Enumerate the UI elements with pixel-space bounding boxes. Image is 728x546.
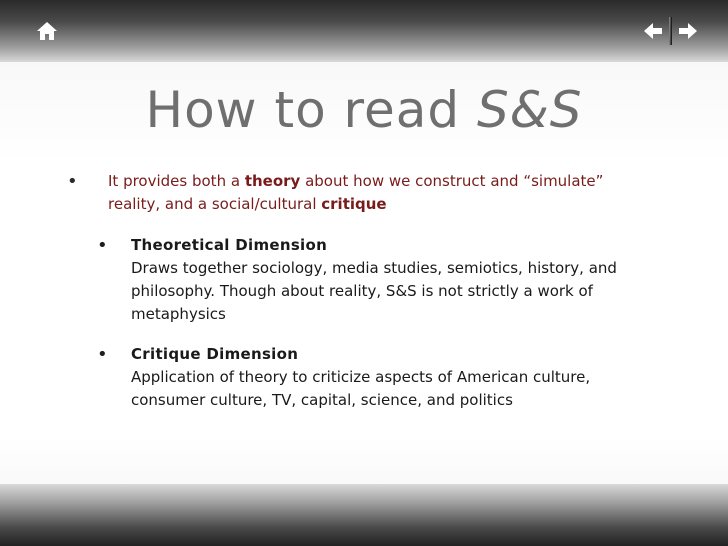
arrow-right-icon <box>678 21 698 41</box>
slide-title <box>0 80 728 140</box>
home-button[interactable] <box>36 20 58 42</box>
sub-bullet-heading: Theoretical Dimension <box>131 236 328 254</box>
bottom-bar <box>0 484 728 546</box>
arrow-left-icon <box>643 21 663 41</box>
bullet-dot: • <box>97 344 108 365</box>
bullet-dot: • <box>67 171 78 192</box>
sub-bullet-body <box>131 234 651 326</box>
main-bullet-text <box>108 170 628 216</box>
slide-navigation <box>643 17 698 45</box>
title-text: How to read <box>145 81 478 139</box>
sub-bullet-text: Application of theory to criticize aspects of American culture, consumer culture, TV, capital, science, and politics <box>131 368 591 409</box>
sub-bullet-heading: Critique Dimension <box>131 345 299 363</box>
previous-slide-button[interactable] <box>643 21 663 41</box>
sub-bullet-text: Draws together sociology, media studies, semiotics, history, and philosophy. Though about reality, S&S is not strictly a work of metaphysics <box>131 259 617 323</box>
bullet-dot: • <box>97 235 108 256</box>
main-text-part: about how we construct and “simulate” reality, and a social/cultural <box>108 172 604 213</box>
home-icon <box>36 20 58 42</box>
emphasis-theory: theory <box>244 172 301 190</box>
top-toolbar <box>0 0 728 62</box>
emphasis-critique: critique <box>321 195 387 213</box>
main-text-part: It provides both a <box>108 172 245 190</box>
title-italic-text: S&S <box>477 81 583 139</box>
next-slide-button[interactable] <box>678 21 698 41</box>
sub-bullet-body <box>131 343 651 412</box>
nav-divider <box>669 17 672 45</box>
